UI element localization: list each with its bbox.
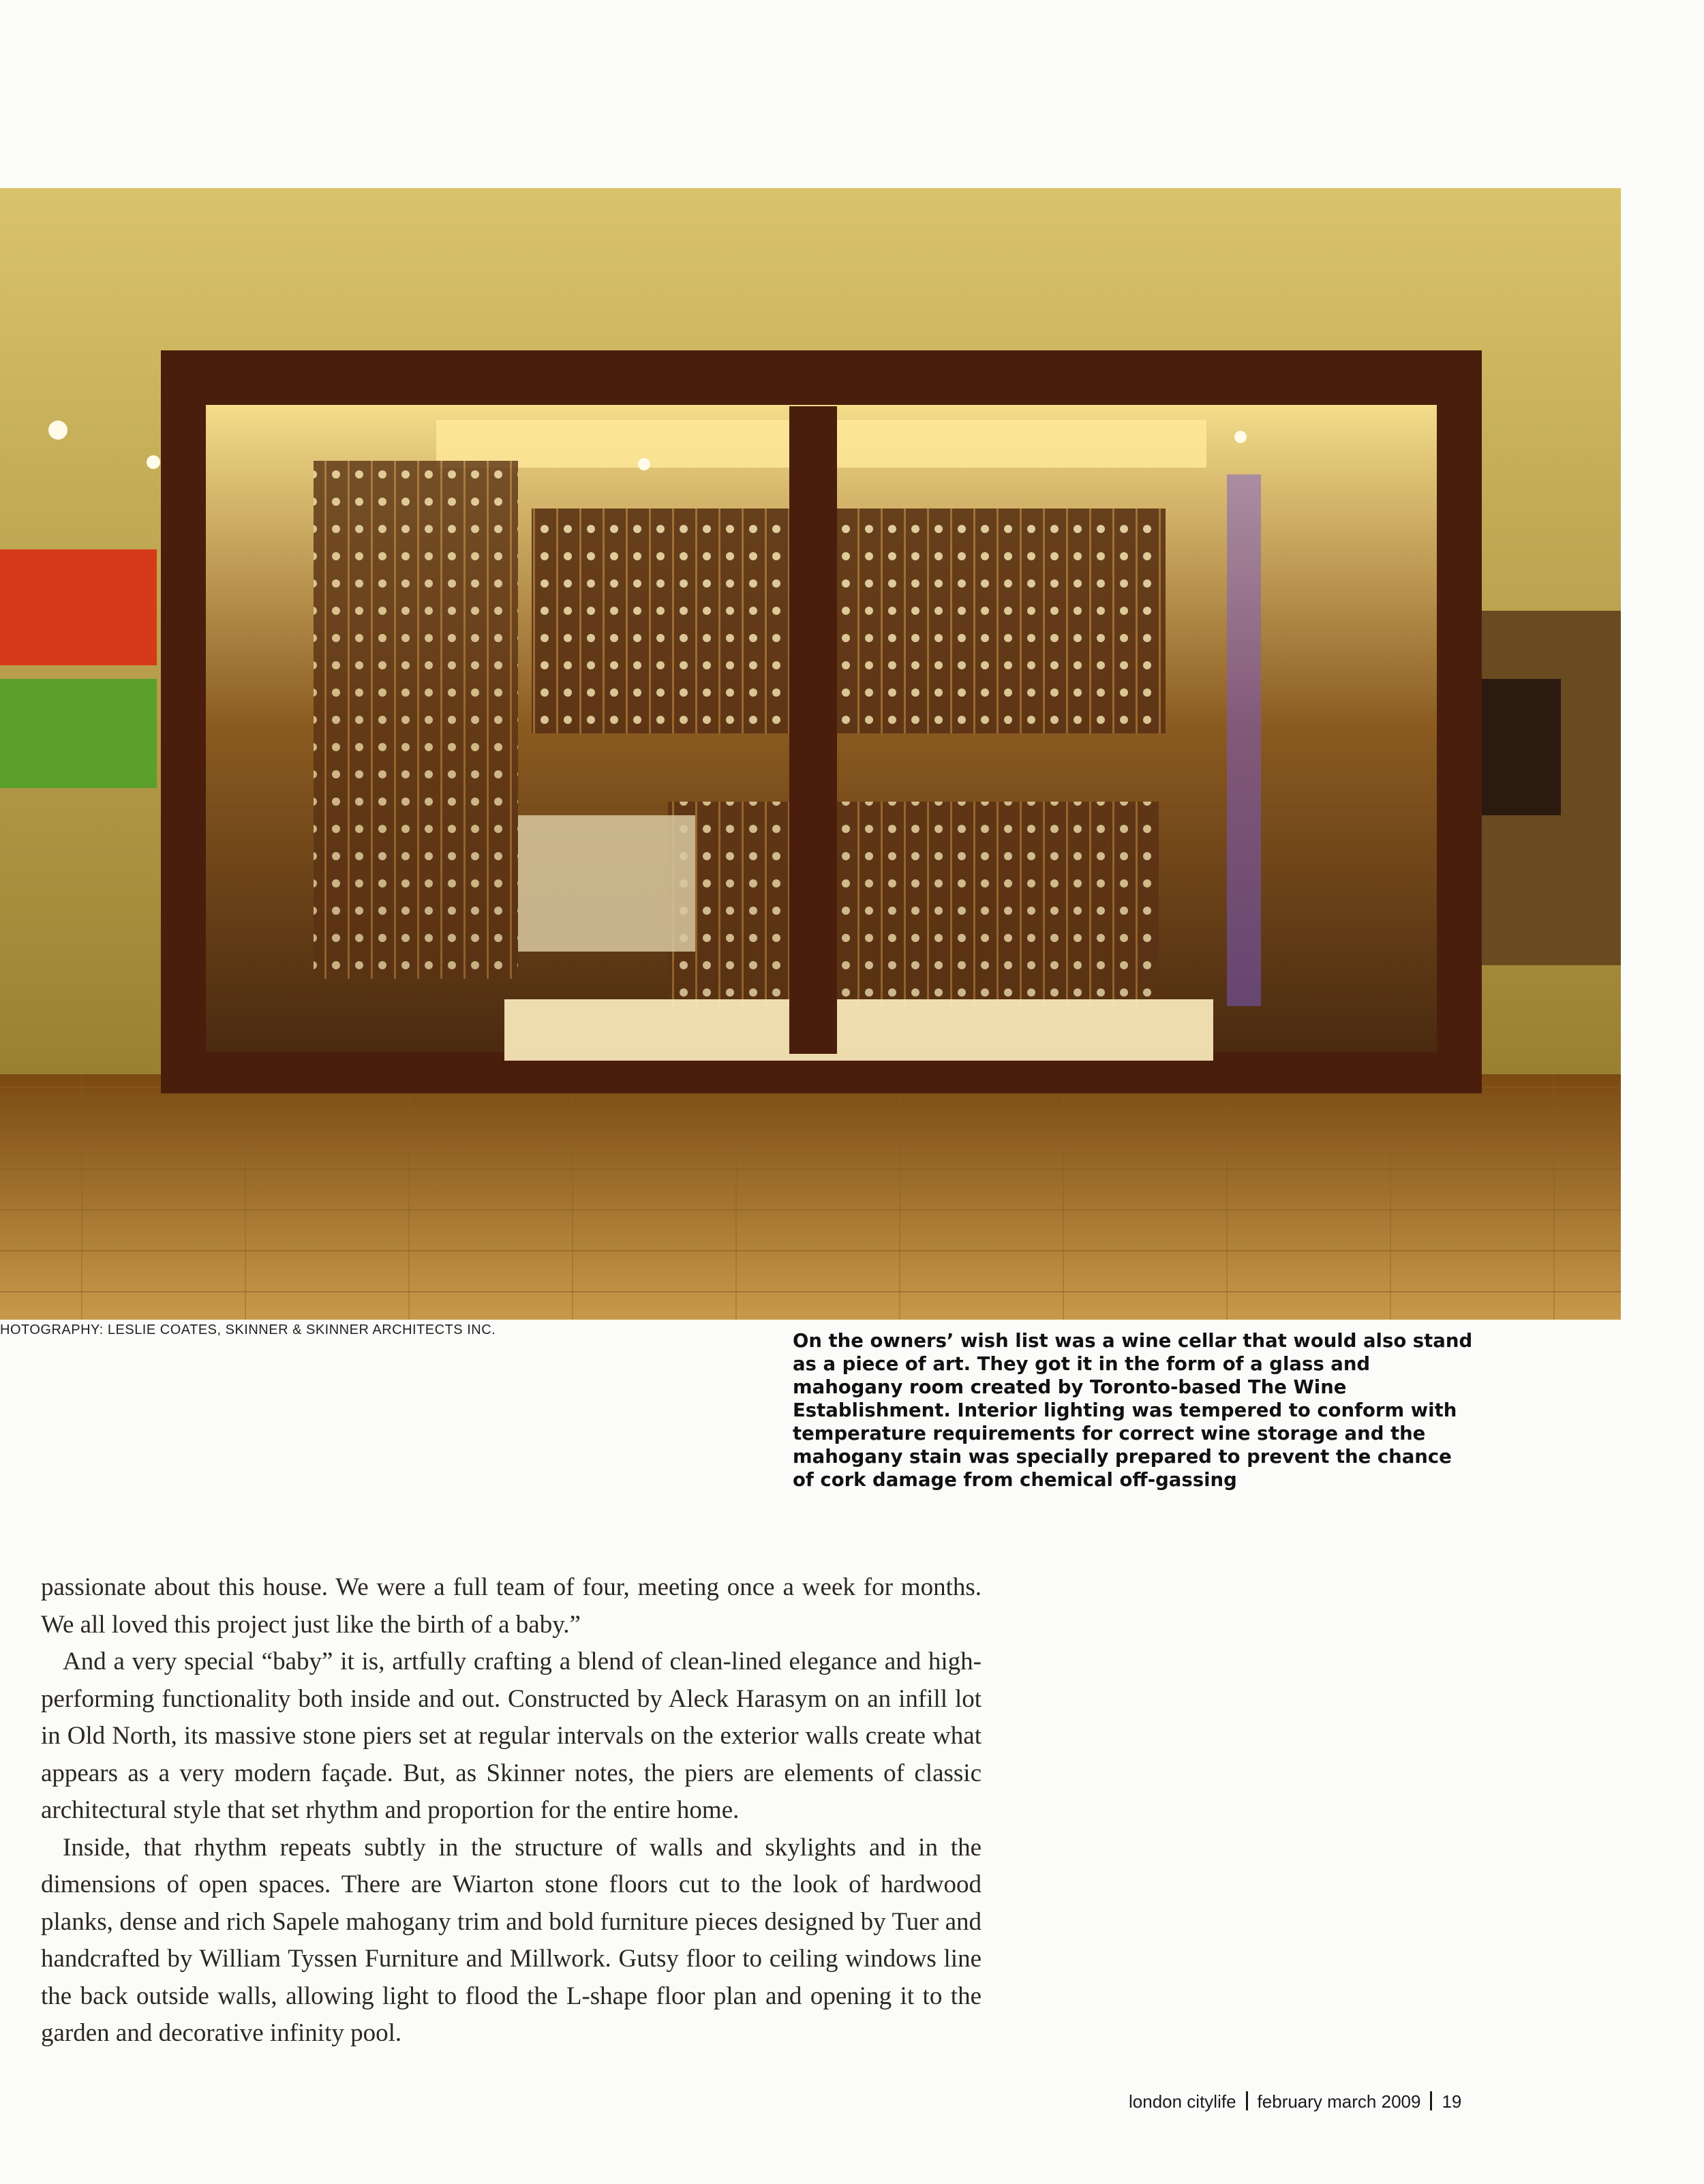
publication-name: london citylife — [1129, 2091, 1236, 2112]
photo-caption: On the owners’ wish list was a wine cellar that would also stand as a piece of art. They got it in the form of a glass and mahogany room created by Toronto-based The Wine Establishment. Interior lighting was tempered to conform with temperature requirements for correct wine storage and the mahogany stain was specially prepared to prevent the chance of cork damage from chemical off-gassing — [793, 1330, 1473, 1491]
paragraph-3: Inside, that rhythm repeats subtly in the structure of walls and skylights and in the dimensions of open spaces. There are Wiarton stone floors cut to the look of hardwood planks, dense and rich Sapele mahogany trim and bold furniture pieces designed by Tuer and handcrafted by William Tyssen Furniture and Millwork. Gutsy floor to ceiling windows line the back outside walls, allowing light to flood the L-shape floor plan and opening it to the garden and decorative infinity pool. — [41, 1833, 982, 2047]
footer-divider — [1430, 2091, 1432, 2110]
page-footer — [1129, 2091, 1461, 2112]
issue-date: february march 2009 — [1257, 2091, 1421, 2112]
wine-cellar-illustration — [0, 188, 1621, 1320]
article-body — [41, 1569, 982, 2052]
photo-credit: HOTOGRAPHY: LESLIE COATES, SKINNER & SKINNER ARCHITECTS INC. — [0, 1322, 496, 1337]
paragraph-2: And a very special “baby” it is, artfully crafting a blend of clean-lined elegance and high-performing functionality both inside and out. Constructed by Aleck Harasym on an infill lot in Old North, its massive stone piers set at regular intervals on the exterior walls create what appears as a very modern façade. But, as Skinner notes, the piers are elements of classic architectural style that set rhythm and proportion for the entire home. — [41, 1648, 982, 1824]
paragraph-1: passionate about this house. We were a full team of four, meeting once a week for months. We all loved this project just like the birth of a baby.” — [41, 1573, 982, 1639]
page-number: 19 — [1442, 2091, 1462, 2112]
footer-divider — [1246, 2091, 1248, 2110]
wine-cellar-photo — [0, 188, 1621, 1320]
